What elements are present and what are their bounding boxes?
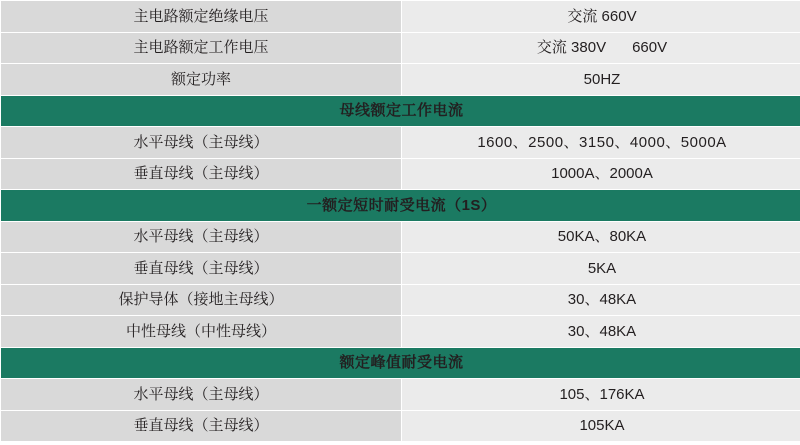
parameter-label: 水平母线（主母线） — [1, 127, 402, 159]
parameter-label: 水平母线（主母线） — [1, 221, 402, 253]
section-title: 额定峰值耐受电流 — [1, 347, 800, 379]
table-row — [1, 221, 800, 253]
parameter-label: 额定功率 — [1, 64, 402, 96]
section-title: 一额定短时耐受电流（1S） — [1, 190, 800, 222]
table-row — [1, 158, 800, 190]
parameter-label: 主电路额定绝缘电压 — [1, 1, 402, 33]
section-header-row — [1, 95, 800, 127]
value-part-primary: 交流 380V — [536, 39, 607, 56]
table-row — [1, 127, 800, 159]
parameter-label: 保护导体（接地主母线） — [1, 284, 402, 316]
parameter-value: 交流 660V — [402, 1, 800, 33]
section-header-row — [1, 190, 800, 222]
parameter-value: 105、176KA — [402, 379, 800, 411]
parameter-value: 1600、2500、3150、4000、5000A — [402, 127, 800, 159]
parameter-value — [402, 32, 800, 64]
parameter-value: 1000A、2000A — [402, 158, 800, 190]
parameter-label: 主电路额定工作电压 — [1, 32, 402, 64]
parameter-label: 垂直母线（主母线） — [1, 410, 402, 442]
table-row — [1, 64, 800, 96]
table-row — [1, 316, 800, 348]
table-row — [1, 1, 800, 33]
parameter-value: 30、48KA — [402, 316, 800, 348]
section-title: 母线额定工作电流 — [1, 95, 800, 127]
parameter-value: 30、48KA — [402, 284, 800, 316]
table-row — [1, 32, 800, 64]
table-row — [1, 284, 800, 316]
parameter-label: 垂直母线（主母线） — [1, 253, 402, 285]
parameter-label: 水平母线（主母线） — [1, 379, 402, 411]
table-row — [1, 253, 800, 285]
parameter-label: 垂直母线（主母线） — [1, 158, 402, 190]
parameter-label: 中性母线（中性母线） — [1, 316, 402, 348]
parameter-value: 50KA、80KA — [402, 221, 800, 253]
parameter-value: 50HZ — [402, 64, 800, 96]
section-header-row — [1, 347, 800, 379]
specification-table-body — [1, 1, 800, 442]
parameter-value: 105KA — [402, 410, 800, 442]
value-part-secondary: 660V — [632, 39, 668, 56]
table-row — [1, 410, 800, 442]
table-row — [1, 379, 800, 411]
parameter-value: 5KA — [402, 253, 800, 285]
